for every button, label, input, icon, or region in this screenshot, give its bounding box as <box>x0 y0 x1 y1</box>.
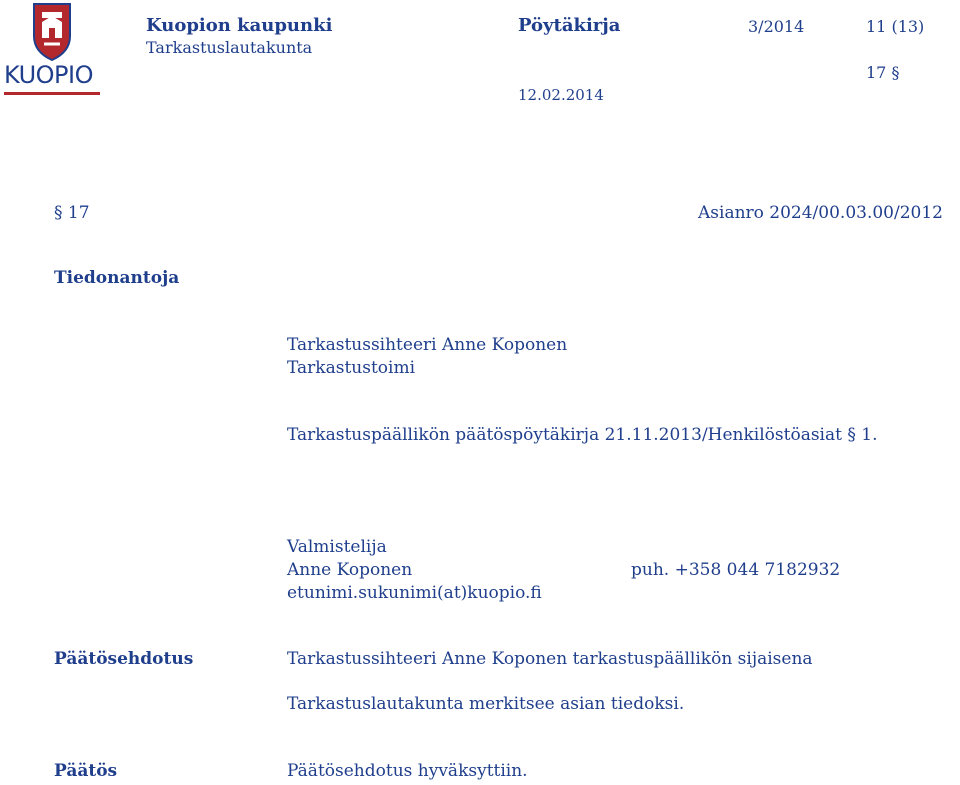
meeting-date: 12.02.2014 <box>518 86 604 104</box>
coat-of-arms-icon <box>32 2 72 62</box>
from-line-1: Tarkastussihteeri Anne Koponen <box>287 335 568 355</box>
decision-text: Päätösehdotus hyväksyttiin. <box>287 761 528 781</box>
section-number: § 17 <box>54 203 90 223</box>
preparer-name: Anne Koponen <box>287 560 413 580</box>
logo-underline <box>4 92 100 95</box>
item-title: Tiedonantoja <box>54 268 180 288</box>
case-number: Asianro 2024/00.03.00/2012 <box>698 203 943 223</box>
preparer-phone: puh. +358 044 7182932 <box>631 560 841 580</box>
proposal-line-1: Tarkastussihteeri Anne Koponen tarkastuspäällikön sijaisena <box>287 649 813 669</box>
decision-label: Päätös <box>54 761 118 781</box>
proposal-label: Päätösehdotus <box>54 649 194 669</box>
logo-wordmark: KUOPIO <box>4 61 93 89</box>
from-line-2: Tarkastustoimi <box>287 358 416 378</box>
kuopio-logo <box>4 0 100 100</box>
document-type: Pöytäkirja <box>518 15 621 36</box>
board-name: Tarkastuslautakunta <box>146 38 313 57</box>
document-number: 3/2014 <box>748 17 805 36</box>
page-number: 11 (13) <box>866 17 925 36</box>
item-content: Tarkastuspäällikön päätöspöytäkirja 21.11.2013/Henkilöstöasiat § 1. <box>287 425 878 445</box>
proposal-line-2: Tarkastuslautakunta merkitsee asian tiedoksi. <box>287 694 685 714</box>
header-section: 17 § <box>866 63 900 82</box>
preparer-email: etunimi.sukunimi(at)kuopio.fi <box>287 583 542 603</box>
city-name: Kuopion kaupunki <box>146 15 333 36</box>
preparer-label: Valmistelija <box>287 537 387 557</box>
